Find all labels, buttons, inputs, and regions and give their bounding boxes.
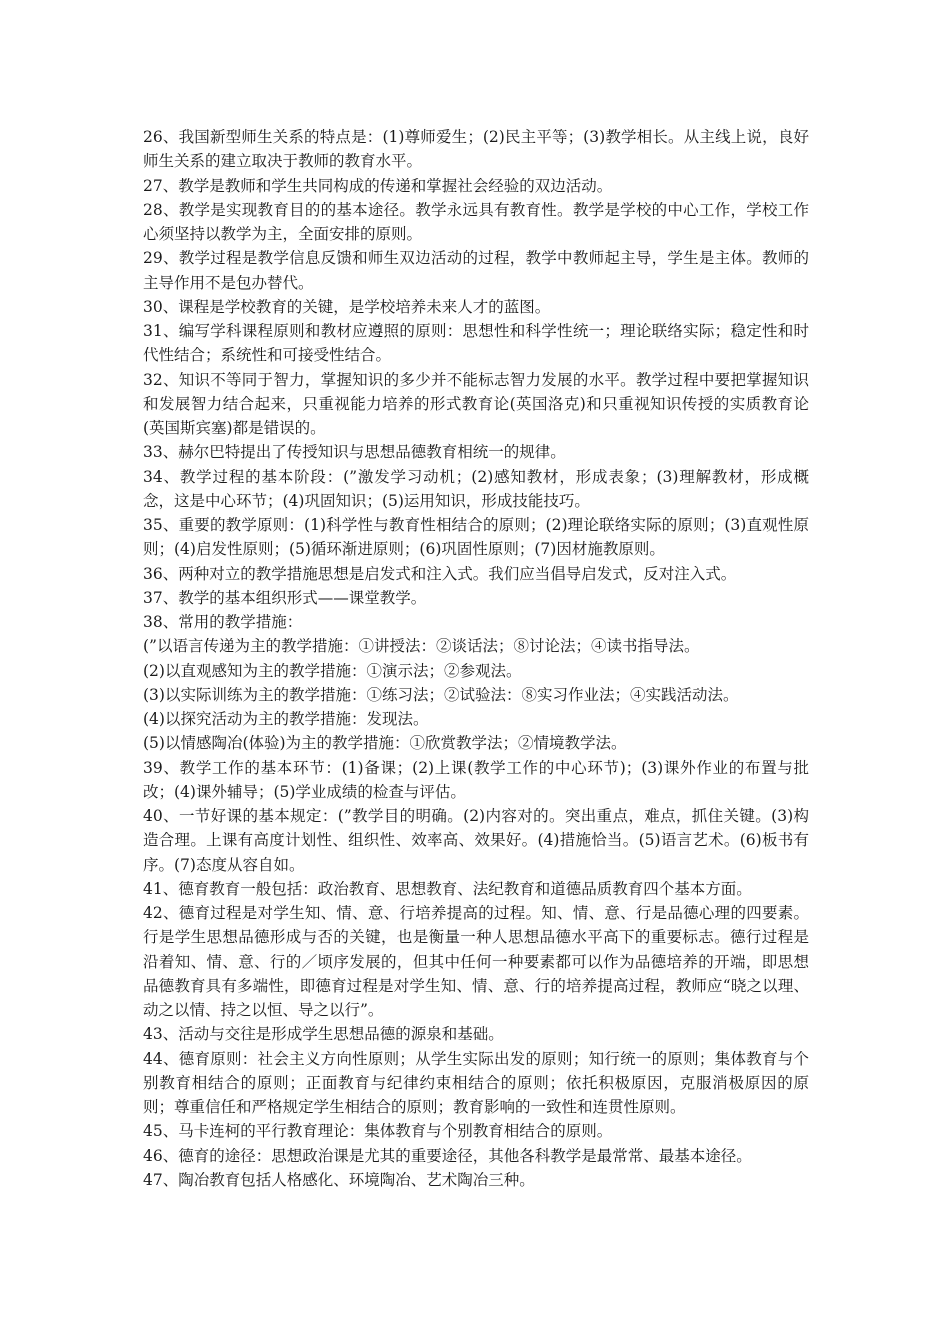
document-body bbox=[143, 125, 809, 1192]
paragraph-33: 33、赫尔巴特提出了传授知识与思想品德教育相统一的规律。 bbox=[143, 443, 566, 462]
paragraph-28: 28、教学是实现教育目的的基本途径。教学永远具有教育性。教学是学校的中心工作，学校工作心须坚持以教学为主，全面安排的原则。 bbox=[143, 200, 809, 243]
paragraph-32: 32、知识不等同于智力，掌握知识的多少并不能标志智力发展的水平。教学过程中要把掌握知识和发展智力结合起来，只重视能力培养的形式教育论(英国洛克)和只重视知识传授的实质教育论(英国斯宾塞)都是错误的。 bbox=[143, 370, 809, 437]
paragraph-38-item-2: (2)以直观感知为主的教学措施：①演示法；②参观法。 bbox=[143, 661, 522, 680]
paragraph-26: 26、我国新型师生关系的特点是：(1)尊师爱生；(2)民主平等；(3)教学相长。从主线上说，良好师生关系的建立取决于教师的教育水平。 bbox=[143, 128, 809, 171]
paragraph-31: 31、编写学科课程原则和教材应遵照的原则：思想性和科学性统一；理论联络实际；稳定性和时代性结合；系统性和可接受性结合。 bbox=[143, 322, 809, 365]
paragraph-27: 27、教学是教师和学生共同构成的传递和掌握社会经验的双边活动。 bbox=[143, 176, 613, 195]
paragraph-43: 43、活动与交往是形成学生思想品德的源泉和基础。 bbox=[143, 1025, 504, 1044]
paragraph-38: 38、常用的教学措施： bbox=[143, 613, 303, 631]
paragraph-41: 41、德育教育一般包括：政治教育、思想教育、法纪教育和道德品质教育四个基本方面。 bbox=[143, 879, 752, 898]
paragraph-39: 39、教学工作的基本环节：(1)备课；(2)上课(教学工作的中心环节)；(3)课外作业的布置与批改；(4)课外辅导；(5)学业成绩的检查与评估。 bbox=[143, 758, 809, 801]
paragraph-36: 36、两种对立的教学措施思想是启发式和注入式。我们应当倡导启发式，反对注入式。 bbox=[143, 564, 737, 583]
paragraph-44: 44、德育原则：社会主义方向性原则；从学生实际出发的原则；知行统一的原则；集体教育与个别教育相结合的原则；正面教育与纪律约束相结合的原则；依托积极原因，克服消极原因的原则；尊重信任和严格规定学生相结合的原则；教育影响的一致性和连贯性原则。 bbox=[143, 1049, 809, 1116]
paragraph-40: 40、一节好课的基本规定：(”教学目的明确。(2)内容对的。突出重点，难点，抓住关键。(3)构造合理。上课有高度计划性、组织性、效率高、效果好。(4)措施恰当。(5)语言艺术。(6)板书有序。(7)态度从容自如。 bbox=[143, 807, 809, 874]
paragraph-38-item-3: (3)以实际训练为主的教学措施：①练习法；②试验法：⑧实习作业法；④实践活动法。 bbox=[143, 685, 739, 704]
paragraph-30: 30、课程是学校教育的关键，是学校培养未来人才的蓝图。 bbox=[143, 297, 551, 316]
paragraph-29: 29、教学过程是教学信息反馈和师生双边活动的过程，教学中教师起主导，学生是主体。教师的主导作用不是包办替代。 bbox=[143, 249, 809, 292]
paragraph-37: 37、教学的基本组织形式——课堂教学。 bbox=[143, 588, 427, 607]
paragraph-38-item-1: (”以语言传递为主的教学措施：①讲授法：②谈话法；⑧讨论法；④读书指导法。 bbox=[143, 637, 700, 656]
paragraph-42: 42、德育过程是对学生知、情、意、行培养提高的过程。知、情、意、行是品德心理的四要素。行是学生思想品德形成与否的关键，也是衡量一种人思想品德水平高下的重要标志。德行过程是沿着知、情、意、行的／顷序发展的，但其中任何一种要素都可以作为品德培养的开端，即思想品德教育具有多端性，即德育过程是对学生知、情、意、行的培养提高过程，教师应“晓之以理、动之以情、持之以恒、导之以行”。 bbox=[143, 904, 809, 1019]
paragraph-45: 45、马卡连柯的平行教育理论：集体教育与个别教育相结合的原则。 bbox=[143, 1122, 613, 1141]
paragraph-47: 47、陶冶教育包括人格感化、环境陶冶、艺术陶冶三种。 bbox=[143, 1170, 535, 1189]
paragraph-34: 34、教学过程的基本阶段：(”激发学习动机；(2)感知教材，形成表象；(3)理解教材，形成概念，这是中心环节；(4)巩固知识；(5)运用知识，形成技能技巧。 bbox=[143, 467, 809, 510]
paragraph-35: 35、重要的教学原则：(1)科学性与教育性相结合的原则；(2)理论联络实际的原则；(3)直观性原则；(4)启发性原则；(5)循环渐进原则；(6)巩固性原则；(7)因材施教原则。 bbox=[143, 516, 809, 559]
paragraph-38-item-5: (5)以情感陶冶(体验)为主的教学措施：①欣赏教学法；②情境教学法。 bbox=[143, 734, 627, 753]
paragraph-46: 46、德育的途径：思想政治课是尤其的重要途径，其他各科教学是最常常、最基本途径。 bbox=[143, 1146, 752, 1165]
paragraph-38-item-4: (4)以探究活动为主的教学措施：发现法。 bbox=[143, 710, 429, 728]
